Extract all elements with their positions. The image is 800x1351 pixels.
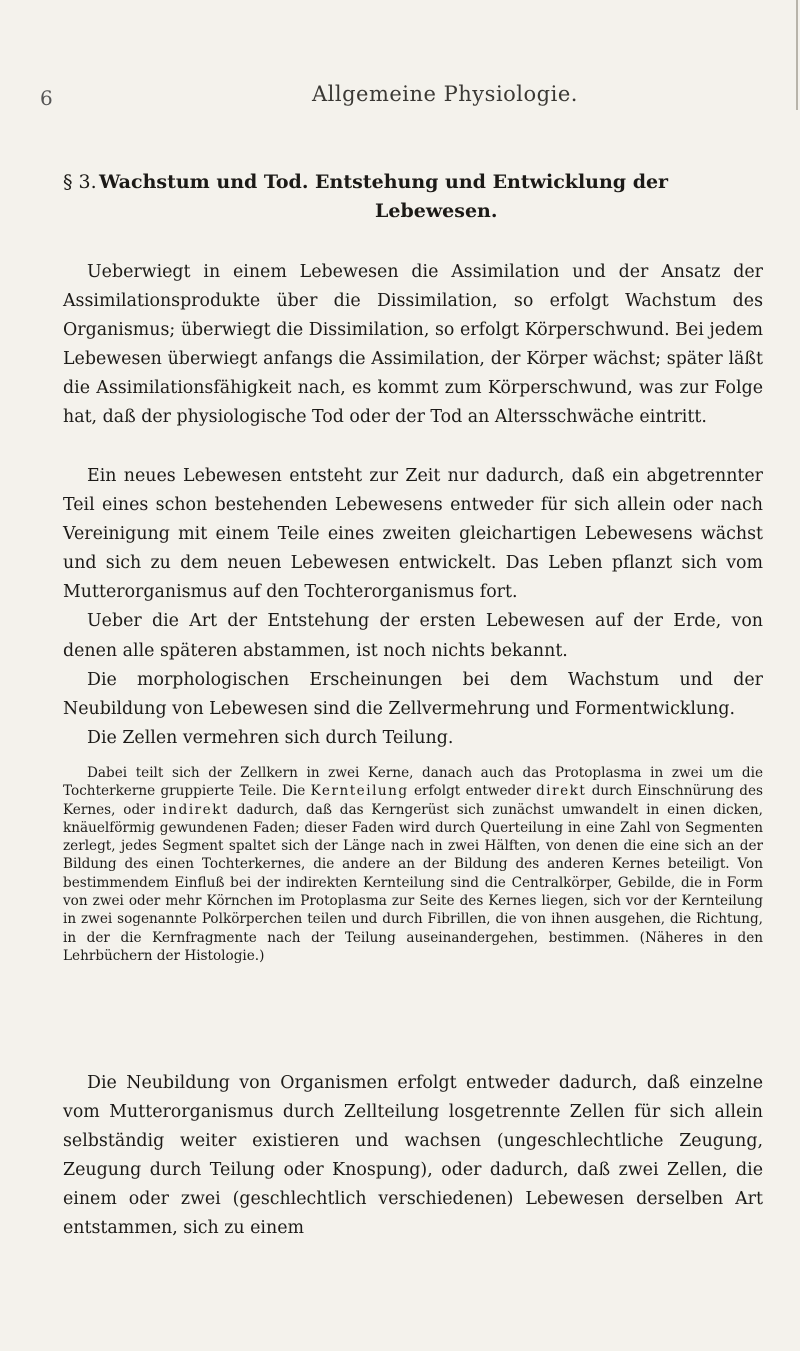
nuclear-division-text-3: durch Einschnürung des Kernes, oder [63,783,763,818]
term-indirekt: indirekt [162,801,229,818]
paragraph-reproduction: Die Neubildung von Organismen erfolgt entweder dadurch, daß einzelne vom Mutterorganismus durch Zellteilung losgetrennte Zellen für sich allein selbständig weiter existieren und wachsen (ungeschlechtliche Zeugung, Zeugung durch Teilung oder Knospung), oder dadurch, daß zwei Zellen, die einem oder zwei (geschlechtlich verschiedenen) Lebewesen derselben Art entstammen, sich zu einem [63,1073,763,1239]
term-kernteilung: Kernteilung [310,783,409,800]
paragraph-growth-death: Ueberwiegt in einem Lebewesen die Assimilation und der Ansatz der Assimilationsprodukte über die Dissimilation, so erfolgt Wachstum des Organismus; überwiegt die Dissimilation, so erfolgt Körperschwund. Bei jedem Lebewesen überwiegt anfangs die Assimilation, der Körper wächst; später läßt die Assimilationsfähigkeit nach, es kommt zum Körperschwund, was zur Folge hat, daß der physiologische Tod oder der Tod an Altersschwäche eintritt. [63,262,763,428]
paragraph-cell-division: Die Zellen vermehren sich durch Teilung. [87,727,454,748]
page-edge-line [796,0,798,110]
paragraph-new-organism: Ein neues Lebewesen entsteht zur Zeit nur dadurch, daß ein abgetrennter Teil eines schon bestehenden Lebewesens entweder für sich allein oder nach Vereinigung mit einem Teile eines zweiten gleichartigen Lebewesens wächst und sich zu dem neuen Lebewesen entwickelt. Das Leben pflanzt sich vom Mutterorganismus auf den Tochterorganismus fort. [63,466,763,603]
paragraph-first-organisms: Ueber die Art der Entstehung der ersten Lebewesen auf der Erde, von denen alle späteren abstammen, ist noch nichts bekannt. [63,611,763,661]
paragraph-nuclear-division [63,764,763,965]
section-heading [63,168,763,226]
section-title-line-1: Wachstum und Tod. Entstehung und Entwicklung der [99,171,669,193]
page-number: 6 [40,86,53,110]
section-number: § 3. [63,171,97,193]
nuclear-division-text-1: Dabei teilt sich der Zellkern in zwei Kerne, danach auch das Protoplasma in zwei um die Tochterkerne gruppierte Teile. Die [63,765,763,800]
nuclear-division-text-4: dadurch, daß das Kerngerüst sich zunächst umwandelt in einen dicken, knäuelförmig gewundenen Faden; dieser Faden wird durch Querteilung in eine Zahl von Segmenten zerlegt, jedes Segment spaltet sich der Länge nach in zwei Hälften, von denen die eine sich an der Bildung des einen Tochterkernes, die andere an der Bildung des anderen Kernes beteiligt. Von bestimmendem Einfluß bei der indirekten Kernteilung sind die Centralkörper, Gebilde, die in Form von zwei oder mehr Körnchen im Protoplasma zur Seite des Kernes liegen, sich vor der Kernteilung in zwei sogenannte Polkörperchen teilen und durch Fibrillen, die von ihnen ausgehen, die Richtung, in der die Kernfragmente nach der Teilung auseinandergehen, bestimmen. (Näheres in den Lehrbüchern der Histologie.) [63,801,763,964]
term-direkt: direkt [536,783,587,800]
paragraph-group-origin [63,462,763,753]
running-head [40,82,760,112]
section-title-line-2: Lebewesen. [375,200,498,222]
running-head-title: Allgemeine Physiologie. [312,82,578,106]
nuclear-division-text-2: erfolgt entweder [408,783,537,800]
paragraph-morphology: Die morphologischen Erscheinungen bei dem Wachstum und der Neubildung von Lebewesen sind die Zellvermehrung und Formentwicklung. [63,669,763,719]
